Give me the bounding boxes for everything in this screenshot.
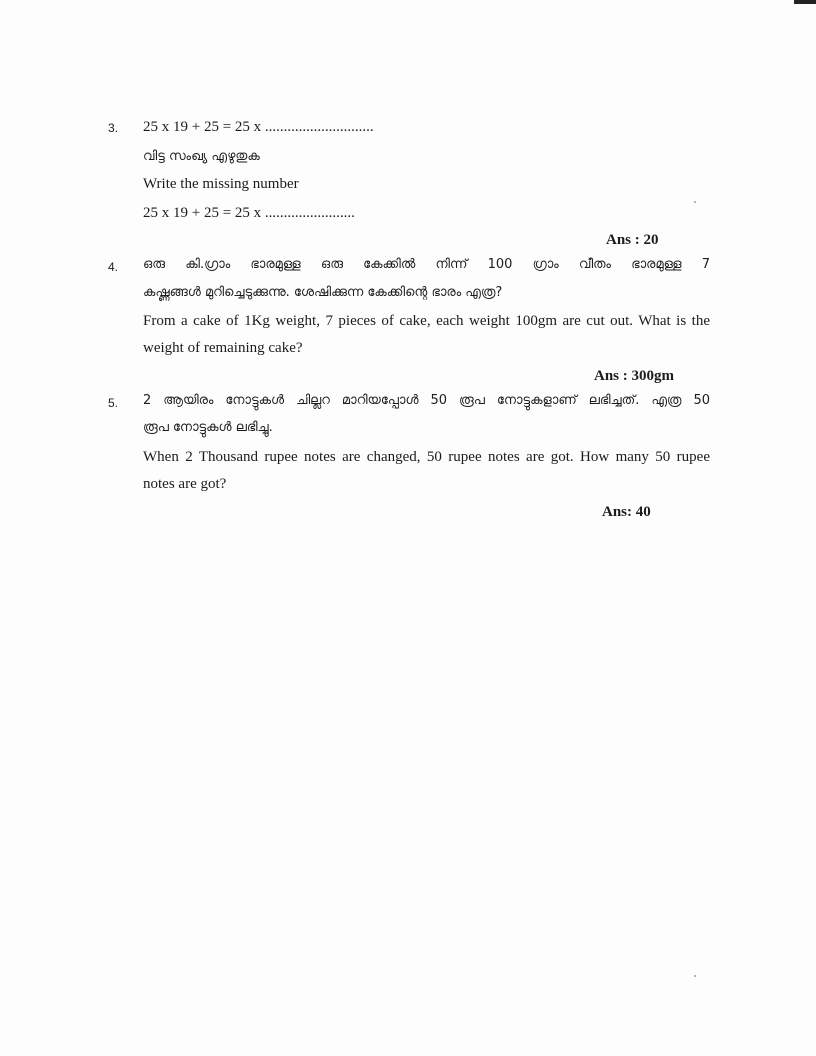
english-question-line: weight of remaining cake? <box>143 340 303 356</box>
english-question-line: notes are got? <box>143 476 227 492</box>
malayalam-question-line: ഒരു കി.ഗ്രാം ഭാരമുള്ള ഒരു കേക്കിൽ നിന്ന് 100 ഗ്രാം വീതം ഭാരമുള്ള 7 <box>143 257 710 272</box>
equation-line: 25 x 19 + 25 = 25 x ............................. <box>143 119 374 135</box>
answer-label: Ans: 40 <box>602 504 651 520</box>
english-question-line: When 2 Thousand rupee notes are changed, 50 rupee notes are got. How many 50 rupee <box>143 449 710 465</box>
malayalam-instruction: വിട്ട സംഖ്യ എഴുതുക <box>143 149 260 164</box>
question-number: 3. <box>108 121 119 135</box>
english-question-line: From a cake of 1Kg weight, 7 pieces of cake, each weight 100gm are cut out. What is the <box>143 313 710 329</box>
malayalam-question-line: 2 ആയിരം നോട്ടുകൾ ചില്ലറ മാറിയപ്പോൾ 50 രൂപ നോട്ടുകളാണ് ലഭിച്ചത്. എത്ര 50 <box>143 393 710 408</box>
malayalam-question-line: രൂപ നോട്ടുകൾ ലഭിച്ചു. <box>143 420 273 435</box>
answer-label: Ans : 300gm <box>594 368 675 384</box>
malayalam-question-line: കഷ്ണങ്ങൾ മുറിച്ചെടുക്കുന്നു. ശേഷിക്കുന്ന കേക്കിന്റെ ഭാരം എത്ര? <box>143 285 503 300</box>
question-number: 4. <box>108 260 119 274</box>
answer-label: Ans : 20 <box>606 232 659 248</box>
scan-corner-mark <box>794 0 816 4</box>
question-number: 5. <box>108 396 119 410</box>
english-instruction: Write the missing number <box>143 176 299 192</box>
scan-speck <box>694 201 696 203</box>
scan-speck <box>694 975 696 977</box>
equation-line: 25 x 19 + 25 = 25 x ........................ <box>143 205 355 221</box>
